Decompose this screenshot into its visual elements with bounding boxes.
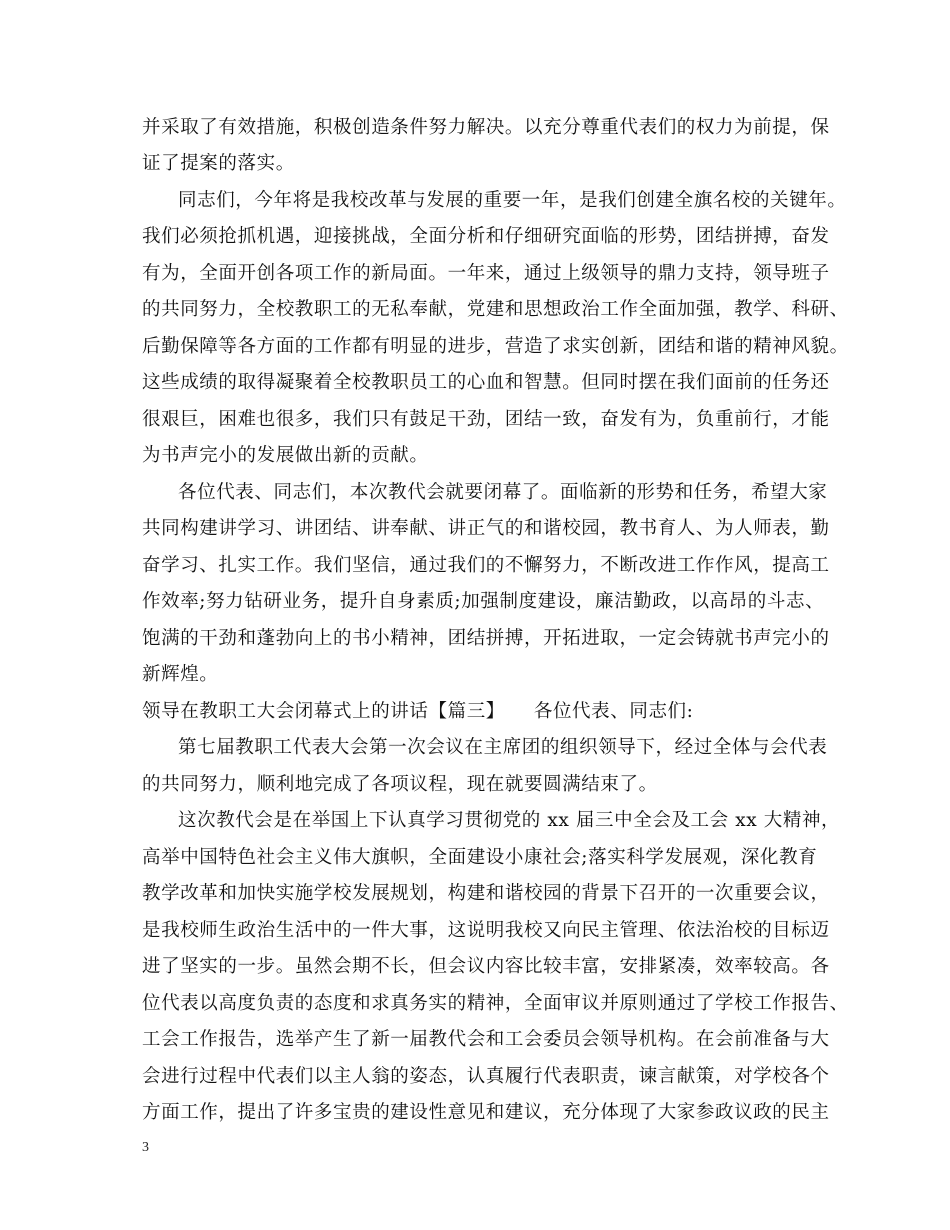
text-line: 同志们，今年将是我校改革与发展的重要一年，是我们创建全旗名校的关键年。	[178, 190, 847, 211]
text-line: 奋学习、扎实工作。我们坚信，通过我们的不懈努力，不断改进工作作风，提高工	[142, 555, 830, 576]
text-line: 为书声完小的发展做出新的贡献。	[142, 445, 429, 466]
text-line: 高举中国特色社会主义伟大旗帜，全面建设小康社会;落实科学发展观，深化教育	[142, 847, 818, 868]
text-line: 作效率;努力钻研业务，提升自身素质;加强制度建设，廉洁勤政，以高昂的斗志、	[142, 591, 825, 612]
text-line: 并采取了有效措施，积极创造条件努力解决。以充分尊重代表们的权力为前提，保	[142, 117, 830, 138]
text-line: 的共同努力，全校教职工的无私奉献，党建和思想政治工作全面加强，教学、科研、	[142, 299, 849, 320]
text-line: 后勤保障等各方面的工作都有明显的进步，营造了求实创新，团结和谐的精神风貌。	[142, 336, 849, 357]
text-line: 位代表以高度负责的态度和求真务实的精神，全面审议并原则通过了学校工作报告、	[142, 993, 849, 1014]
text-line: 方面工作，提出了许多宝贵的建设性意见和建议，充分体现了大家参政议政的民主	[142, 1102, 830, 1123]
text-line: 这些成绩的取得凝聚着全校教职员工的心血和智慧。但同时摆在我们面前的任务还	[142, 372, 830, 393]
text-line: 第七届教职工代表大会第一次会议在主席团的组织领导下，经过全体与会代表	[178, 737, 828, 758]
text-line: 是我校师生政治生活中的一件大事，这说明我校又向民主管理、依法治校的目标迈	[142, 920, 830, 941]
text-line: 共同构建讲学习、讲团结、讲奉献、讲正气的和谐校园，教书育人、为人师表，勤	[142, 518, 830, 539]
text-line: 证了提案的落实。	[142, 153, 295, 174]
text-line: 有为，全面开创各项工作的新局面。一年来，通过上级领导的鼎力支持，领导班子	[142, 263, 830, 284]
text-line: 这次教代会是在举国上下认真学习贯彻党的 xx 届三中全会及工会 xx 大精神，	[178, 810, 841, 831]
text-line: 的共同努力，顺利地完成了各项议程，现在就要圆满结束了。	[142, 774, 658, 795]
text-line: 新辉煌。	[142, 664, 219, 685]
text-line: 很艰巨，困难也很多，我们只有鼓足干劲，团结一致，奋发有为，负重前行，才能	[142, 409, 830, 430]
text-line: 教学改革和加快实施学校发展规划，构建和谐校园的背景下召开的一次重要会议，	[142, 883, 830, 904]
page-number: 3	[142, 1140, 149, 1155]
text-line: 会进行过程中代表们以主人翁的姿态，认真履行代表职责，谏言献策，对学校各个	[142, 1066, 830, 1087]
text-line: 饱满的干劲和蓬勃向上的书小精神，团结拼搏，开拓进取，一定会铸就书声完小的	[142, 628, 830, 649]
text-line: 进了坚实的一步。虽然会期不长，但会议内容比较丰富，安排紧凑，效率较高。各	[142, 956, 830, 977]
text-line: 工会工作报告，选举产生了新一届教代会和工会委员会领导机构。在会前准备与大	[142, 1029, 830, 1050]
text-line: 我们必须抢抓机遇，迎接挑战，全面分析和仔细研究面临的形势，团结拼搏，奋发	[142, 226, 830, 247]
text-line: 各位代表、同志们，本次教代会就要闭幕了。面临新的形势和任务，希望大家	[178, 482, 828, 503]
section-heading: 领导在教职工大会闭幕式上的讲话【篇三】 各位代表、同志们:	[142, 701, 694, 722]
